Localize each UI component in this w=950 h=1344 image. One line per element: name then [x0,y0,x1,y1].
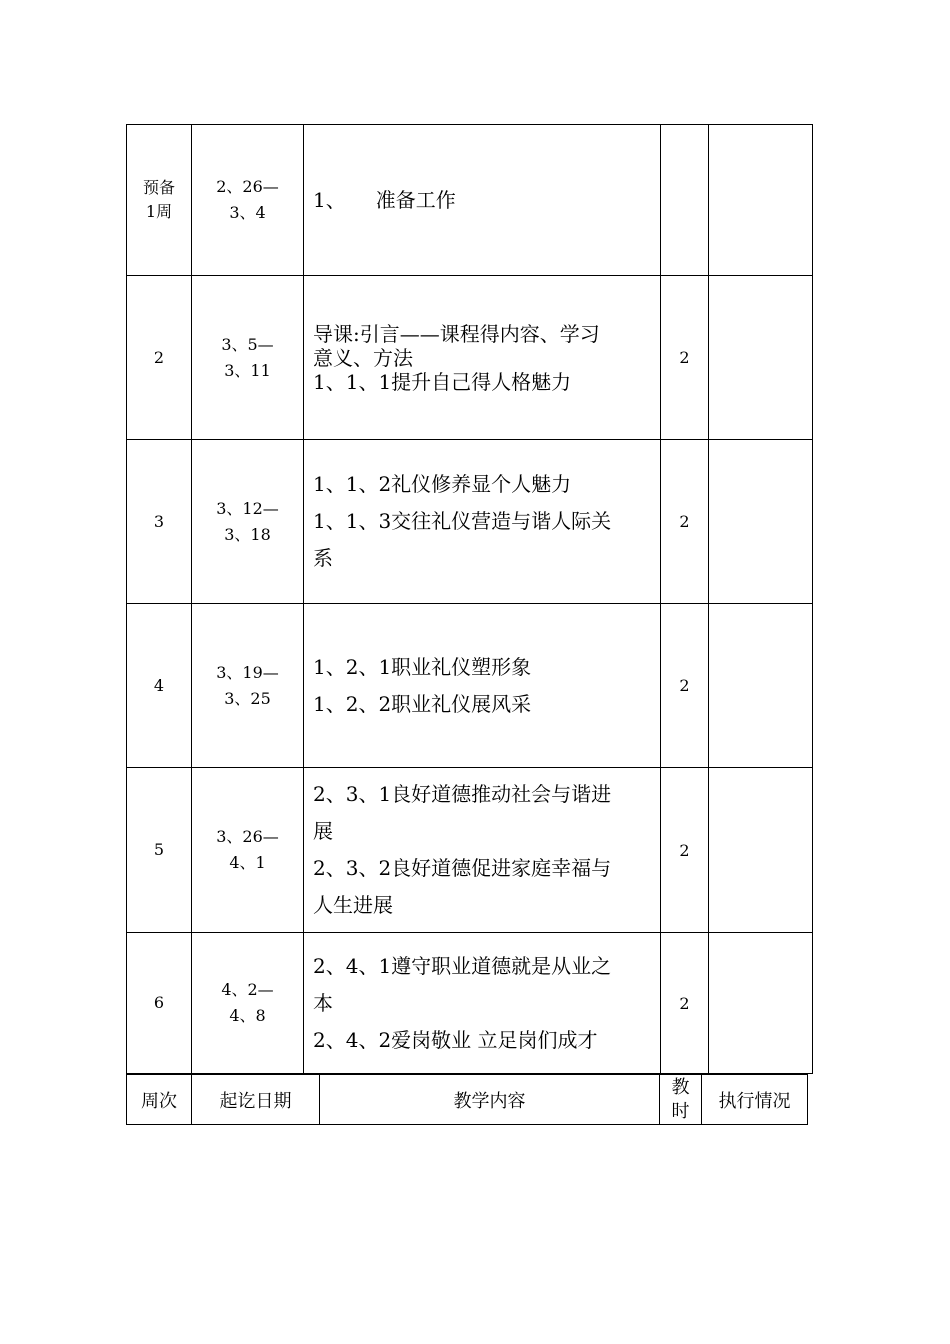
header-date: 起讫日期 [192,1075,320,1125]
date-start: 2、26— [216,177,279,196]
content-line: 2、4、2爱岗敬业 立足岗们成才 [313,1027,598,1052]
exec-cell [709,933,813,1074]
date-end: 3、18 [224,524,271,544]
exec-cell [709,440,813,604]
content-line: 2、3、2良好道德促进家庭幸福与 [313,856,612,880]
column-header-row [127,1075,808,1125]
date-start: 3、19— [216,662,279,682]
exec-cell [709,604,813,768]
content-line: 1、2、1职业礼仪塑形象 [313,654,532,679]
content-line: 2、4、1遵守职业道德就是从业之 [313,953,612,978]
date-start: 3、5— [221,334,274,354]
week-cell: 4 [127,604,192,768]
content-cell [304,440,661,604]
table-row [127,768,813,933]
content-line: 本 [313,990,333,1015]
content-cell [304,125,661,276]
hours-cell: 2 [661,933,709,1074]
date-start: 3、12— [216,498,279,518]
table-row [127,125,813,276]
header-week: 周次 [127,1075,192,1125]
date-cell [192,125,304,276]
header-row-table [126,1074,808,1125]
date-end: 3、25 [224,688,271,708]
hours-cell: 2 [661,768,709,933]
week-label: 预备1周 [142,178,175,221]
date-cell [192,933,304,1074]
table-row [127,276,813,440]
content-line: 导课:引言——课程得内容、学习 [313,321,600,346]
table-row [127,604,813,768]
date-cell [192,768,304,933]
content-line: 2、3、1良好道德推动社会与谐进 [313,782,612,806]
week-cell [127,125,192,276]
content-line: 系 [313,546,333,570]
date-start: 4、2— [221,980,274,999]
date-cell [192,440,304,604]
header-hours-label: 教时 [671,1076,690,1122]
hours-cell: 2 [661,276,709,440]
week-cell: 3 [127,440,192,604]
week-cell: 6 [127,933,192,1074]
content-cell [304,768,661,933]
content-line: 1、1、2礼仪修养显个人魅力 [313,472,572,496]
date-end: 4、8 [229,1006,266,1025]
hours-cell [661,125,709,276]
header-hours [660,1075,702,1125]
table-row [127,933,813,1074]
content-cell [304,604,661,768]
content-line: 1、 准备工作 [313,187,456,212]
date-end: 3、11 [224,360,271,380]
header-content: 教学内容 [320,1075,660,1125]
hours-cell: 2 [661,440,709,604]
date-end: 3、4 [229,203,266,222]
content-line: 1、2、2职业礼仪展风采 [313,691,532,716]
date-start: 3、26— [216,827,279,846]
content-line: 1、1、1提升自己得人格魅力 [313,369,572,394]
content-line: 展 [313,819,333,843]
date-cell [192,276,304,440]
hours-cell: 2 [661,604,709,768]
content-line: 1、1、3交往礼仪营造与谐人际关 [313,509,612,533]
exec-cell [709,768,813,933]
date-end: 4、1 [229,853,266,872]
date-cell [192,604,304,768]
schedule-table [126,124,813,1074]
exec-cell [709,276,813,440]
header-exec: 执行情况 [702,1075,808,1125]
table-row [127,440,813,604]
content-line: 人生进展 [313,893,393,917]
week-cell: 5 [127,768,192,933]
exec-cell [709,125,813,276]
content-cell [304,276,661,440]
week-cell: 2 [127,276,192,440]
content-line: 意义、方法 [313,345,413,370]
content-cell [304,933,661,1074]
